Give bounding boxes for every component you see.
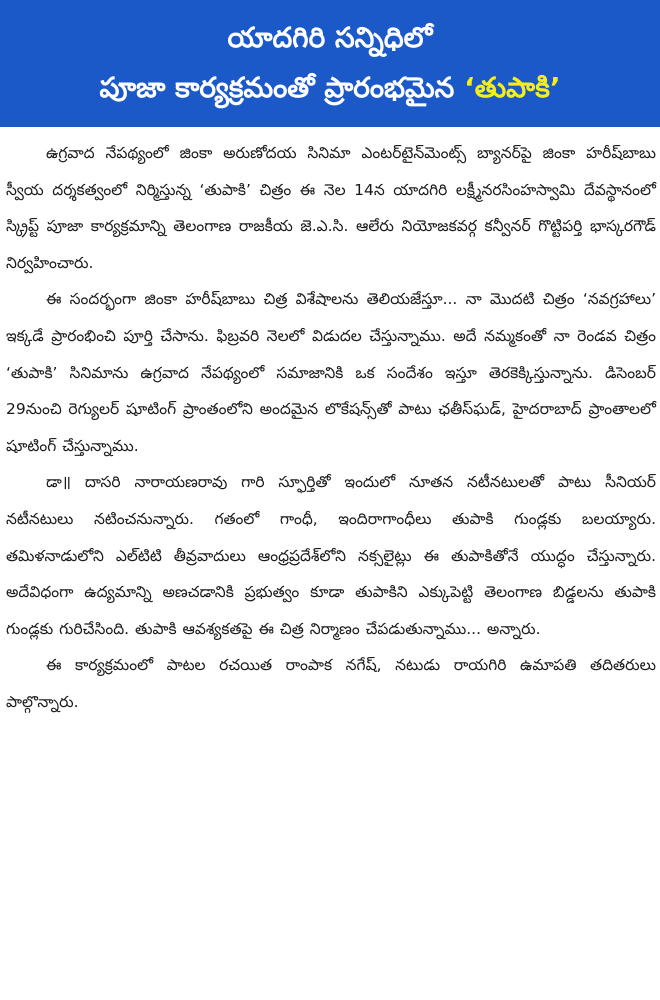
- headline-movie-title: ‘తుపాకి’: [464, 71, 561, 104]
- article-paragraph-2: ఈ సందర్భంగా జింకా హరీష్‌బాబు చిత్ర విశేషాలను తెలియజేస్తూ... నా మొదటి చిత్రం ‘నవగ్రహాలు’ ఇక్కడే ప్రారంభించి పూర్తి చేసాను. ఫిబ్రవరి నెలలో విడుదల చేస్తున్నాము. అదే నమ్మకంతో నా రెండవ చిత్రం ‘తుపాకి’ సినిమాను ఉగ్రవాద నేపథ్యంలో సమాజానికి ఒక సందేశం ఇస్తూ తెరకెక్కిస్తున్నాను. డిసెంబర్ 29నుంచి రెగ్యులర్ షూటింగ్ ప్రాంతంలోని అందమైన లొకేషన్స్‌తో పాటు ఛతీస్‌ఘడ్, హైదరాబాద్ ప్రాంతాలలో షూటింగ్ చేస్తున్నాము.: [6, 290, 656, 455]
- headline-banner: [0, 0, 660, 127]
- article-body: [6, 135, 656, 721]
- headline-line-2-text: పూజా కార్యక్రమంతో ప్రారంభమైన: [99, 71, 465, 104]
- article-paragraph-4: ఈ కార్యక్రమంలో పాటల రచయిత రాంపాక నగేష్, నటుడు రాయగిరి ఉమాపతి తదితరులు పాల్గొన్నారు.: [6, 656, 656, 711]
- headline-line-1: యాదగిరి సన్నిధిలో: [227, 21, 433, 54]
- article-paragraph-1: ఉగ్రవాద నేపథ్యంలో జింకా అరుణోదయ సినిమా ఎంటర్‌టైన్‌మెంట్స్ బ్యానర్‌పై జింకా హరీష్‌బాబు స్వీయ దర్శకత్వంలో నిర్మిస్తున్న ‘తుపాకి’ చిత్రం ఈ నెల 14న యాదగిరి లక్ష్మీనరసింహస్వామి దేవస్థానంలో స్క్రిప్ట్ పూజా కార్యక్రమాన్ని తెలంగాణ రాజకీయ జె.ఎ.సి. ఆలేరు నియోజకవర్గ కన్వీనర్ గొట్టిపర్తి భాస్కరగౌడ్ నిర్వహించారు.: [6, 144, 656, 272]
- headline-line-2: [0, 63, 660, 113]
- article-paragraph-3: డా॥ దాసరి నారాయణరావు గారి స్ఫూర్తితో ఇందులో నూతన నటీనటులతో పాటు సీనియర్ నటీనటులు నటించనున్నారు. గతంలో గాంధీ, ఇందిరాగాంధీలు తుపాకి గుండ్లకు బలయ్యారు. తమిళనాడులోని ఎల్‌టిటి తీవ్రవాదులు ఆంధ్రప్రదేశ్‌లోని నక్సలైట్లు ఈ తుపాకితోనే యుద్ధం చేస్తున్నారు. అదేవిధంగా ఉద్యమాన్ని అణచడానికి ప్రభుత్వం కూడా తుపాకిని ఎక్కుపెట్టి తెలంగాణ బిడ్డలను తుపాకి గుండ్లకు గురిచేసింది. తుపాకి ఆవశ్యకతపై ఈ చిత్ర నిర్మాణం చేపడుతున్నాము... అన్నారు.: [6, 473, 656, 638]
